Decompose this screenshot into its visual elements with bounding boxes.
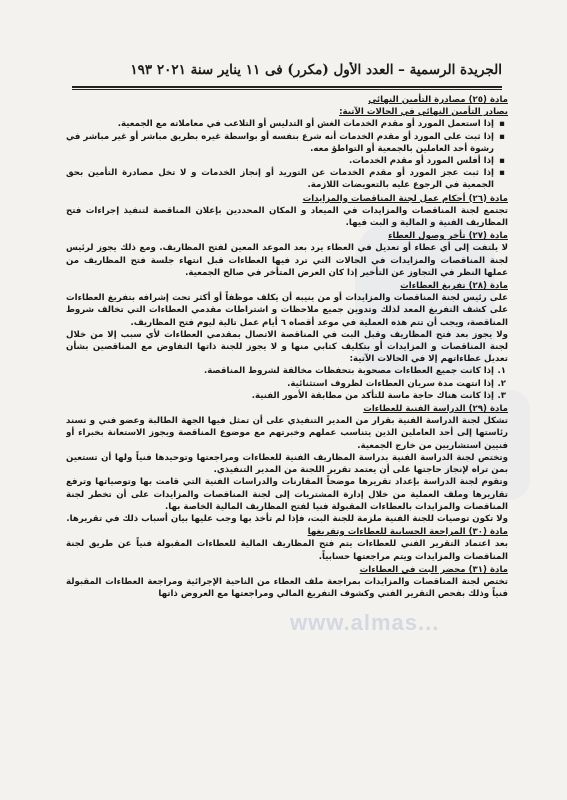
article-title: مادة (٣١) محضر البت في العطاءات xyxy=(359,564,508,575)
numbered-list xyxy=(66,365,508,402)
article-paragraph: تجتمع لجنة المناقصات والمزايدات في الميعاد و المكان المحددين بإعلان المناقصة لتنفيذ إجراءات فتح المظاريف الفنية و المالية و البت فيها. xyxy=(66,205,508,229)
article-paragraph: وتقوم لجنة الدراسة بإعداد تقريرها موضحاً المقارنات والدراسات الفنية التي قامت بها وتوصياتها وترفع تقاريرها وملف العملية من خلال إدارة المشتريات إلى لجنة المناقصات والمزايدات على أن تخطر لجنة المناقصات والمزايدات بالعطاءات المقبولة فنيا لفتح المظاريف المالية الخاصة بها. xyxy=(66,477,508,512)
article-title: مادة (٢٥) مصادرة التأمين النهائي xyxy=(368,95,508,105)
numbered-item xyxy=(66,365,506,377)
article-paragraph: تختص لجنة المناقصات والمزايدات بمراجعة ملف العطاء من الناحية الإجرائية ومراجعة العطاءات المقبولة فنياً وذلك بفحص التقرير الفني وكشوف التفريغ المالي ومراجعتها مع العروض ذاتها xyxy=(66,576,508,600)
item-number: ١. xyxy=(497,366,506,377)
document-body xyxy=(66,93,508,793)
article-paragraph: على رئيس لجنة المناقصات والمزايدات أو من ينيبه أن يكلف موظفاً أو أكثر تحت إشرافه بتفريغ العطاءات على كشف التفريغ المعد لذلك وتدوين جميع ملاحظات و اشتراطات مقدمي العطاءات التي تخالف شروط المناقصة، ويجب أن تتم هذه العملية في موعد أقصاه ٦ أيام عمل تالية ليوم فتح المظاريف. xyxy=(66,293,508,328)
article-title: مادة (٢٧) تأخر وصول العطاء xyxy=(388,231,508,242)
article-section xyxy=(66,94,508,192)
bullet-item: ▪ إذا استعمل المورد أو مقدم الخدمات الغش أو التدليس أو التلاعب في معاملاته مع الجمعية. xyxy=(66,118,494,130)
item-text: إذا كانت هناك حاجة ماسة للتأكد من مطابقة الأمور الفنية. xyxy=(251,390,494,401)
article-title: مادة (٢٨) تفريغ العطاءات xyxy=(400,281,508,292)
numbered-item xyxy=(66,378,506,390)
item-text: إذا انتهت مدة سريان العطاءات لظروف استثنائية. xyxy=(287,378,494,389)
article-section xyxy=(66,564,508,601)
article-section xyxy=(66,230,508,279)
article-section xyxy=(66,280,508,402)
article-subheading: يصادر التأمين النهائي في الحالات الآتية: xyxy=(339,107,508,118)
item-text: إذا كانت جميع العطاءات مصحوبة بتحفظات مخالفة لشروط المناقصة. xyxy=(203,366,494,377)
article-title: مادة (٣٠) المراجعة الحسابية للعطاءات وتفريغها xyxy=(307,527,508,538)
article-paragraph: ولا تكون توصيات للجنة الفنية ملزمة للجنة البت، فإذا لم تأخذ بها وجب عليها بيان أسباب ذلك في تقريرها. xyxy=(66,513,508,524)
bullet-item: ▪ إذا ثبت على المورد أو مقدم الخدمات أنه شرع بنفسه أو بواسطة غيره بطريق مباشر أو غير مباشر في رشوة أحد العاملين بالجمعية أو التواطؤ معه. xyxy=(66,131,494,155)
item-number: ٣. xyxy=(497,390,506,401)
bullet-item: ▪ إذا أفلس المورد أو مقدم الخدمات. xyxy=(66,155,494,167)
header-rule xyxy=(72,89,502,90)
item-number: ٢. xyxy=(497,378,506,389)
article-title: مادة (٢٦) أحكام عمل لجنة المناقصات والمزايدات xyxy=(302,193,508,204)
article-paragraph: تشكل لجنة الدراسة الفنية بقرار من المدير التنفيذي على أن تمثل فيها الجهة الطالبة وعضو فني و تسند رئاستها إلى أحد العاملين الذين يتناسب عملهم وخبرتهم مع موضوع المناقصة ويجوز الاستعانة بخبراء أو فنيين استشاريين من خارج الجمعية. xyxy=(66,416,508,451)
numbered-item xyxy=(66,390,506,402)
article-title: مادة (٢٩) الدراسة الفنية للعطاءات xyxy=(363,404,508,415)
article-section xyxy=(66,403,508,525)
header-rule xyxy=(72,86,502,88)
article-section xyxy=(66,193,508,230)
article-section xyxy=(66,526,508,563)
bullet-item: ▪ إذا ثبت عجز المورد أو مقدم الخدمات عن التوريد أو إنجاز الخدمات و لا تخل مصادرة التأمين بحق الجمعية في الرجوع عليه بالتعويضات اللازمة. xyxy=(66,167,494,191)
watermark-text: www.almas... xyxy=(290,610,440,635)
article-paragraph: بعد اعتماد التقرير الفني للعطاءات يتم فتح المظاريف المالية للعطاءات المقبولة فنياً عن طريق لجنة المناقصات والمزايدات ويتم مراجعتها حسابياً. xyxy=(66,539,508,562)
article-paragraph: لا يلتفت إلى أي عطاء أو تعديل في العطاء يرد بعد الموعد المعين لفتح المظاريف. ومع ذلك يجوز لرئيس لجنة المناقصات والمزايدات في الحالات التي ترد فيها العطاءات قبل انتهاء جلسة فتح المظاريف من عملها النظر في التجاوز عن التأخير إذا كان العرض المتأخر في صالح الجمعية. xyxy=(66,243,508,278)
page-header: الجريدة الرسمية – العدد الأول (مكرر) فى ١١ يناير سنة ٢٠٢١ ١٩٣ xyxy=(130,62,502,78)
article-paragraph: وتختص لجنة الدراسة الفنية بدراسة المظاريف الفنية للعطاءات ومراجعتها وتوحيدها فنياً ولها أن تستعين بمن تراه لإنجاز حاجتها على أن يعتمد تقرير اللجنة من المدير التنفيذي. xyxy=(66,452,508,476)
article-paragraph: ولا يجوز بعد فتح المظاريف وقبل البت في المناقصة الاتصال بمقدمي العطاءات لأي سبب إلا من خلال لجنة المناقصات و المزايدات أو بتكليف كتابي منها و لا يجوز للجنة ذاتها التفاوض مع المناقصين بشأن تعديل عطاءاتهم إلا في الحالات الآتية: xyxy=(66,329,508,365)
bullet-list xyxy=(66,118,508,191)
